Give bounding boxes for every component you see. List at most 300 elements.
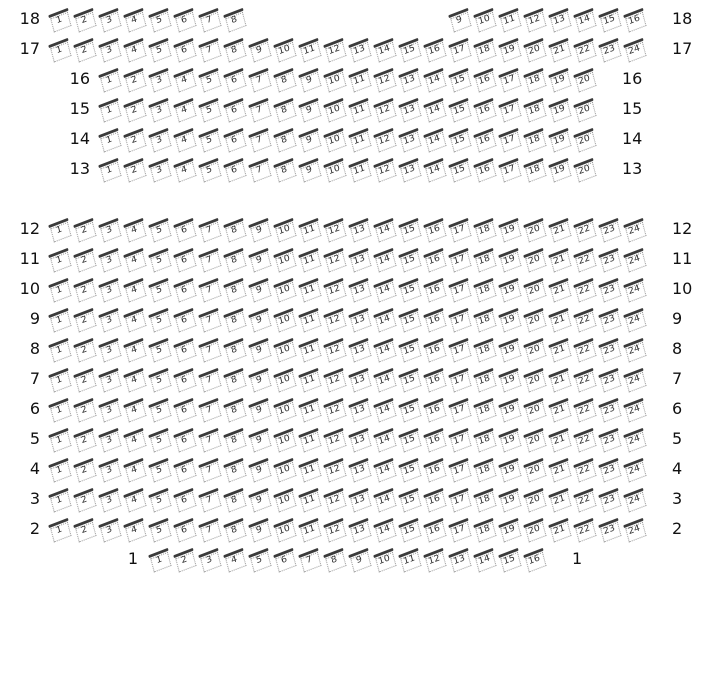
- seat-row-8-22[interactable]: [574, 338, 596, 360]
- seat-row-15-19[interactable]: [549, 98, 571, 120]
- seat-row-17-9[interactable]: [249, 38, 271, 60]
- seat-row-8-7[interactable]: [199, 338, 221, 360]
- seat-row-4-14[interactable]: [374, 458, 396, 480]
- seat-row-5-2[interactable]: [74, 428, 96, 450]
- seat-row-2-14[interactable]: [374, 518, 396, 540]
- seat-row-18-11[interactable]: [499, 8, 521, 30]
- seat-row-12-5[interactable]: [149, 218, 171, 240]
- seat-row-9-22[interactable]: [574, 308, 596, 330]
- seat-row-10-5[interactable]: [149, 278, 171, 300]
- seat-row-13-10[interactable]: [324, 158, 346, 180]
- seat-row-15-3[interactable]: [149, 98, 171, 120]
- seat-row-13-14[interactable]: [424, 158, 446, 180]
- seat-row-6-6[interactable]: [174, 398, 196, 420]
- seat-row-6-10[interactable]: [274, 398, 296, 420]
- seat-row-1-4[interactable]: [224, 548, 246, 570]
- seat-row-15-4[interactable]: [174, 98, 196, 120]
- seat-row-18-5[interactable]: [149, 8, 171, 30]
- seat-row-18-12[interactable]: [524, 8, 546, 30]
- seat-row-8-19[interactable]: [499, 338, 521, 360]
- seat-row-6-20[interactable]: [524, 398, 546, 420]
- seat-row-14-7[interactable]: [249, 128, 271, 150]
- seat-row-16-17[interactable]: [499, 68, 521, 90]
- seat-row-10-10[interactable]: [274, 278, 296, 300]
- seat-row-7-16[interactable]: [424, 368, 446, 390]
- seat-row-10-19[interactable]: [499, 278, 521, 300]
- seat-row-13-8[interactable]: [274, 158, 296, 180]
- seat-row-11-11[interactable]: [299, 248, 321, 270]
- seat-row-3-11[interactable]: [299, 488, 321, 510]
- seat-row-11-23[interactable]: [599, 248, 621, 270]
- seat-row-14-11[interactable]: [349, 128, 371, 150]
- seat-row-9-14[interactable]: [374, 308, 396, 330]
- seat-row-3-9[interactable]: [249, 488, 271, 510]
- seat-row-1-14[interactable]: [474, 548, 496, 570]
- seat-row-11-20[interactable]: [524, 248, 546, 270]
- seat-row-18-7[interactable]: [199, 8, 221, 30]
- seat-row-16-20[interactable]: [574, 68, 596, 90]
- seat-row-1-7[interactable]: [299, 548, 321, 570]
- seat-row-3-7[interactable]: [199, 488, 221, 510]
- seat-row-17-7[interactable]: [199, 38, 221, 60]
- seat-row-9-9[interactable]: [249, 308, 271, 330]
- seat-row-9-16[interactable]: [424, 308, 446, 330]
- seat-row-11-18[interactable]: [474, 248, 496, 270]
- seat-row-3-19[interactable]: [499, 488, 521, 510]
- seat-row-3-15[interactable]: [399, 488, 421, 510]
- seat-row-2-10[interactable]: [274, 518, 296, 540]
- seat-row-18-3[interactable]: [99, 8, 121, 30]
- seat-row-2-3[interactable]: [99, 518, 121, 540]
- seat-row-7-11[interactable]: [299, 368, 321, 390]
- seat-row-12-16[interactable]: [424, 218, 446, 240]
- seat-row-2-20[interactable]: [524, 518, 546, 540]
- seat-row-14-9[interactable]: [299, 128, 321, 150]
- seat-row-7-22[interactable]: [574, 368, 596, 390]
- seat-row-16-6[interactable]: [224, 68, 246, 90]
- seat-row-10-9[interactable]: [249, 278, 271, 300]
- seat-row-14-17[interactable]: [499, 128, 521, 150]
- seat-row-3-17[interactable]: [449, 488, 471, 510]
- seat-row-14-15[interactable]: [449, 128, 471, 150]
- seat-row-2-2[interactable]: [74, 518, 96, 540]
- seat-row-5-22[interactable]: [574, 428, 596, 450]
- seat-row-17-23[interactable]: [599, 38, 621, 60]
- seat-row-5-16[interactable]: [424, 428, 446, 450]
- seat-row-10-7[interactable]: [199, 278, 221, 300]
- seat-row-7-14[interactable]: [374, 368, 396, 390]
- seat-row-12-10[interactable]: [274, 218, 296, 240]
- seat-row-16-9[interactable]: [299, 68, 321, 90]
- seat-row-8-5[interactable]: [149, 338, 171, 360]
- seat-row-15-16[interactable]: [474, 98, 496, 120]
- seat-row-13-1[interactable]: [99, 158, 121, 180]
- seat-row-7-2[interactable]: [74, 368, 96, 390]
- seat-row-11-21[interactable]: [549, 248, 571, 270]
- seat-row-6-18[interactable]: [474, 398, 496, 420]
- seat-row-17-18[interactable]: [474, 38, 496, 60]
- seat-row-18-15[interactable]: [599, 8, 621, 30]
- seat-row-6-1[interactable]: [49, 398, 71, 420]
- seat-row-4-5[interactable]: [149, 458, 171, 480]
- seat-row-7-3[interactable]: [99, 368, 121, 390]
- seat-row-11-5[interactable]: [149, 248, 171, 270]
- seat-row-6-12[interactable]: [324, 398, 346, 420]
- seat-row-8-12[interactable]: [324, 338, 346, 360]
- seat-row-1-3[interactable]: [199, 548, 221, 570]
- seat-row-6-15[interactable]: [399, 398, 421, 420]
- seat-row-2-4[interactable]: [124, 518, 146, 540]
- seat-row-11-15[interactable]: [399, 248, 421, 270]
- seat-row-14-8[interactable]: [274, 128, 296, 150]
- seat-row-9-10[interactable]: [274, 308, 296, 330]
- seat-row-6-13[interactable]: [349, 398, 371, 420]
- seat-row-4-10[interactable]: [274, 458, 296, 480]
- seat-row-11-17[interactable]: [449, 248, 471, 270]
- seat-row-15-14[interactable]: [424, 98, 446, 120]
- seat-row-4-3[interactable]: [99, 458, 121, 480]
- seat-row-10-15[interactable]: [399, 278, 421, 300]
- seat-row-6-8[interactable]: [224, 398, 246, 420]
- seat-row-14-14[interactable]: [424, 128, 446, 150]
- seat-row-3-21[interactable]: [549, 488, 571, 510]
- seat-row-13-4[interactable]: [174, 158, 196, 180]
- seat-row-18-16[interactable]: [624, 8, 646, 30]
- seat-row-17-2[interactable]: [74, 38, 96, 60]
- seat-row-6-22[interactable]: [574, 398, 596, 420]
- seat-row-10-14[interactable]: [374, 278, 396, 300]
- seat-row-14-1[interactable]: [99, 128, 121, 150]
- seat-row-13-13[interactable]: [399, 158, 421, 180]
- seat-row-11-10[interactable]: [274, 248, 296, 270]
- seat-row-15-17[interactable]: [499, 98, 521, 120]
- seat-row-3-8[interactable]: [224, 488, 246, 510]
- seat-row-5-1[interactable]: [49, 428, 71, 450]
- seat-row-8-9[interactable]: [249, 338, 271, 360]
- seat-row-2-23[interactable]: [599, 518, 621, 540]
- seat-row-10-2[interactable]: [74, 278, 96, 300]
- seat-row-17-12[interactable]: [324, 38, 346, 60]
- seat-row-8-18[interactable]: [474, 338, 496, 360]
- seat-row-12-9[interactable]: [249, 218, 271, 240]
- seat-row-4-22[interactable]: [574, 458, 596, 480]
- seat-row-14-19[interactable]: [549, 128, 571, 150]
- seat-row-14-5[interactable]: [199, 128, 221, 150]
- seat-row-4-11[interactable]: [299, 458, 321, 480]
- seat-row-8-4[interactable]: [124, 338, 146, 360]
- seat-row-9-23[interactable]: [599, 308, 621, 330]
- seat-row-8-21[interactable]: [549, 338, 571, 360]
- seat-row-17-6[interactable]: [174, 38, 196, 60]
- seat-row-4-17[interactable]: [449, 458, 471, 480]
- seat-row-3-23[interactable]: [599, 488, 621, 510]
- seat-row-12-24[interactable]: [624, 218, 646, 240]
- seat-row-6-11[interactable]: [299, 398, 321, 420]
- seat-row-13-9[interactable]: [299, 158, 321, 180]
- seat-row-2-9[interactable]: [249, 518, 271, 540]
- seat-row-12-13[interactable]: [349, 218, 371, 240]
- seat-row-18-13[interactable]: [549, 8, 571, 30]
- seat-row-4-19[interactable]: [499, 458, 521, 480]
- seat-row-10-18[interactable]: [474, 278, 496, 300]
- seat-row-13-7[interactable]: [249, 158, 271, 180]
- seat-row-4-7[interactable]: [199, 458, 221, 480]
- seat-row-3-1[interactable]: [49, 488, 71, 510]
- seat-row-2-22[interactable]: [574, 518, 596, 540]
- seat-row-11-24[interactable]: [624, 248, 646, 270]
- seat-row-7-6[interactable]: [174, 368, 196, 390]
- seat-row-7-19[interactable]: [499, 368, 521, 390]
- seat-row-7-1[interactable]: [49, 368, 71, 390]
- seat-row-15-13[interactable]: [399, 98, 421, 120]
- seat-row-3-14[interactable]: [374, 488, 396, 510]
- seat-row-12-1[interactable]: [49, 218, 71, 240]
- seat-row-10-22[interactable]: [574, 278, 596, 300]
- seat-row-6-14[interactable]: [374, 398, 396, 420]
- seat-row-15-11[interactable]: [349, 98, 371, 120]
- seat-row-7-20[interactable]: [524, 368, 546, 390]
- seat-row-16-8[interactable]: [274, 68, 296, 90]
- seat-row-10-8[interactable]: [224, 278, 246, 300]
- seat-row-8-10[interactable]: [274, 338, 296, 360]
- seat-row-16-13[interactable]: [399, 68, 421, 90]
- seat-row-10-17[interactable]: [449, 278, 471, 300]
- seat-row-10-3[interactable]: [99, 278, 121, 300]
- seat-row-11-22[interactable]: [574, 248, 596, 270]
- seat-row-6-24[interactable]: [624, 398, 646, 420]
- seat-row-6-23[interactable]: [599, 398, 621, 420]
- seat-row-10-20[interactable]: [524, 278, 546, 300]
- seat-row-4-9[interactable]: [249, 458, 271, 480]
- seat-row-16-11[interactable]: [349, 68, 371, 90]
- seat-row-10-21[interactable]: [549, 278, 571, 300]
- seat-row-12-17[interactable]: [449, 218, 471, 240]
- seat-row-7-5[interactable]: [149, 368, 171, 390]
- seat-row-8-24[interactable]: [624, 338, 646, 360]
- seat-row-8-8[interactable]: [224, 338, 246, 360]
- seat-row-6-2[interactable]: [74, 398, 96, 420]
- seat-row-3-5[interactable]: [149, 488, 171, 510]
- seat-row-1-9[interactable]: [349, 548, 371, 570]
- seat-row-14-10[interactable]: [324, 128, 346, 150]
- seat-row-15-1[interactable]: [99, 98, 121, 120]
- seat-row-15-7[interactable]: [249, 98, 271, 120]
- seat-row-14-20[interactable]: [574, 128, 596, 150]
- seat-row-4-18[interactable]: [474, 458, 496, 480]
- seat-row-17-4[interactable]: [124, 38, 146, 60]
- seat-row-15-5[interactable]: [199, 98, 221, 120]
- seat-row-12-18[interactable]: [474, 218, 496, 240]
- seat-row-12-6[interactable]: [174, 218, 196, 240]
- seat-row-6-4[interactable]: [124, 398, 146, 420]
- seat-row-15-20[interactable]: [574, 98, 596, 120]
- seat-row-4-15[interactable]: [399, 458, 421, 480]
- seat-row-2-12[interactable]: [324, 518, 346, 540]
- seat-row-16-4[interactable]: [174, 68, 196, 90]
- seat-row-9-20[interactable]: [524, 308, 546, 330]
- seat-row-6-7[interactable]: [199, 398, 221, 420]
- seat-row-4-2[interactable]: [74, 458, 96, 480]
- seat-row-4-6[interactable]: [174, 458, 196, 480]
- seat-row-14-2[interactable]: [124, 128, 146, 150]
- seat-row-18-1[interactable]: [49, 8, 71, 30]
- seat-row-2-11[interactable]: [299, 518, 321, 540]
- seat-row-13-5[interactable]: [199, 158, 221, 180]
- seat-row-2-18[interactable]: [474, 518, 496, 540]
- seat-row-14-13[interactable]: [399, 128, 421, 150]
- seat-row-3-24[interactable]: [624, 488, 646, 510]
- seat-row-3-3[interactable]: [99, 488, 121, 510]
- seat-row-3-20[interactable]: [524, 488, 546, 510]
- seat-row-18-9[interactable]: [449, 8, 471, 30]
- seat-row-1-16[interactable]: [524, 548, 546, 570]
- seat-row-1-8[interactable]: [324, 548, 346, 570]
- seat-row-2-16[interactable]: [424, 518, 446, 540]
- seat-row-7-17[interactable]: [449, 368, 471, 390]
- seat-row-3-4[interactable]: [124, 488, 146, 510]
- seat-row-12-21[interactable]: [549, 218, 571, 240]
- seat-row-5-24[interactable]: [624, 428, 646, 450]
- seat-row-9-8[interactable]: [224, 308, 246, 330]
- seat-row-18-8[interactable]: [224, 8, 246, 30]
- seat-row-7-18[interactable]: [474, 368, 496, 390]
- seat-row-17-10[interactable]: [274, 38, 296, 60]
- seat-row-8-16[interactable]: [424, 338, 446, 360]
- seat-row-13-6[interactable]: [224, 158, 246, 180]
- seat-row-18-14[interactable]: [574, 8, 596, 30]
- seat-row-15-10[interactable]: [324, 98, 346, 120]
- seat-row-17-3[interactable]: [99, 38, 121, 60]
- seat-row-13-16[interactable]: [474, 158, 496, 180]
- seat-row-4-16[interactable]: [424, 458, 446, 480]
- seat-row-14-18[interactable]: [524, 128, 546, 150]
- seat-row-13-3[interactable]: [149, 158, 171, 180]
- seat-row-12-4[interactable]: [124, 218, 146, 240]
- seat-row-2-6[interactable]: [174, 518, 196, 540]
- seat-row-10-1[interactable]: [49, 278, 71, 300]
- seat-row-5-5[interactable]: [149, 428, 171, 450]
- seat-row-10-6[interactable]: [174, 278, 196, 300]
- seat-row-5-19[interactable]: [499, 428, 521, 450]
- seat-row-1-5[interactable]: [249, 548, 271, 570]
- seat-row-17-16[interactable]: [424, 38, 446, 60]
- seat-row-5-6[interactable]: [174, 428, 196, 450]
- seat-row-6-5[interactable]: [149, 398, 171, 420]
- seat-row-16-5[interactable]: [199, 68, 221, 90]
- seat-row-6-19[interactable]: [499, 398, 521, 420]
- seat-row-8-11[interactable]: [299, 338, 321, 360]
- seat-row-9-24[interactable]: [624, 308, 646, 330]
- seat-row-8-3[interactable]: [99, 338, 121, 360]
- seat-row-11-7[interactable]: [199, 248, 221, 270]
- seat-row-13-15[interactable]: [449, 158, 471, 180]
- seat-row-9-3[interactable]: [99, 308, 121, 330]
- seat-row-13-20[interactable]: [574, 158, 596, 180]
- seat-row-7-15[interactable]: [399, 368, 421, 390]
- seat-row-3-6[interactable]: [174, 488, 196, 510]
- seat-row-11-16[interactable]: [424, 248, 446, 270]
- seat-row-9-15[interactable]: [399, 308, 421, 330]
- seat-row-11-4[interactable]: [124, 248, 146, 270]
- seat-row-18-4[interactable]: [124, 8, 146, 30]
- seat-row-9-21[interactable]: [549, 308, 571, 330]
- seat-row-9-17[interactable]: [449, 308, 471, 330]
- seat-row-4-1[interactable]: [49, 458, 71, 480]
- seat-row-10-12[interactable]: [324, 278, 346, 300]
- seat-row-14-6[interactable]: [224, 128, 246, 150]
- seat-row-3-16[interactable]: [424, 488, 446, 510]
- seat-row-9-13[interactable]: [349, 308, 371, 330]
- seat-row-10-24[interactable]: [624, 278, 646, 300]
- seat-row-2-15[interactable]: [399, 518, 421, 540]
- seat-row-18-2[interactable]: [74, 8, 96, 30]
- seat-row-3-10[interactable]: [274, 488, 296, 510]
- seat-row-5-4[interactable]: [124, 428, 146, 450]
- seat-row-10-4[interactable]: [124, 278, 146, 300]
- seat-row-5-12[interactable]: [324, 428, 346, 450]
- seat-row-17-11[interactable]: [299, 38, 321, 60]
- seat-row-7-24[interactable]: [624, 368, 646, 390]
- seat-row-9-11[interactable]: [299, 308, 321, 330]
- seat-row-15-12[interactable]: [374, 98, 396, 120]
- seat-row-7-10[interactable]: [274, 368, 296, 390]
- seat-row-1-2[interactable]: [174, 548, 196, 570]
- seat-row-9-19[interactable]: [499, 308, 521, 330]
- seat-row-11-9[interactable]: [249, 248, 271, 270]
- seat-row-9-12[interactable]: [324, 308, 346, 330]
- seat-row-9-7[interactable]: [199, 308, 221, 330]
- seat-row-2-8[interactable]: [224, 518, 246, 540]
- seat-row-11-3[interactable]: [99, 248, 121, 270]
- seat-row-13-17[interactable]: [499, 158, 521, 180]
- seat-row-16-1[interactable]: [99, 68, 121, 90]
- seat-row-2-1[interactable]: [49, 518, 71, 540]
- seat-row-11-1[interactable]: [49, 248, 71, 270]
- seat-row-12-20[interactable]: [524, 218, 546, 240]
- seat-row-11-14[interactable]: [374, 248, 396, 270]
- seat-row-5-3[interactable]: [99, 428, 121, 450]
- seat-row-17-13[interactable]: [349, 38, 371, 60]
- seat-row-11-19[interactable]: [499, 248, 521, 270]
- seat-row-14-16[interactable]: [474, 128, 496, 150]
- seat-row-5-18[interactable]: [474, 428, 496, 450]
- seat-row-14-12[interactable]: [374, 128, 396, 150]
- seat-row-14-3[interactable]: [149, 128, 171, 150]
- seat-row-9-1[interactable]: [49, 308, 71, 330]
- seat-row-16-12[interactable]: [374, 68, 396, 90]
- seat-row-13-19[interactable]: [549, 158, 571, 180]
- seat-row-2-13[interactable]: [349, 518, 371, 540]
- seat-row-8-6[interactable]: [174, 338, 196, 360]
- seat-row-12-7[interactable]: [199, 218, 221, 240]
- seat-row-11-13[interactable]: [349, 248, 371, 270]
- seat-row-10-11[interactable]: [299, 278, 321, 300]
- seat-row-9-6[interactable]: [174, 308, 196, 330]
- seat-row-9-2[interactable]: [74, 308, 96, 330]
- seat-row-13-12[interactable]: [374, 158, 396, 180]
- seat-row-2-19[interactable]: [499, 518, 521, 540]
- seat-row-7-23[interactable]: [599, 368, 621, 390]
- seat-row-7-21[interactable]: [549, 368, 571, 390]
- seat-row-4-8[interactable]: [224, 458, 246, 480]
- seat-row-7-8[interactable]: [224, 368, 246, 390]
- seat-row-11-8[interactable]: [224, 248, 246, 270]
- seat-row-1-6[interactable]: [274, 548, 296, 570]
- seat-row-2-21[interactable]: [549, 518, 571, 540]
- seat-row-1-12[interactable]: [424, 548, 446, 570]
- seat-row-4-13[interactable]: [349, 458, 371, 480]
- seat-row-7-13[interactable]: [349, 368, 371, 390]
